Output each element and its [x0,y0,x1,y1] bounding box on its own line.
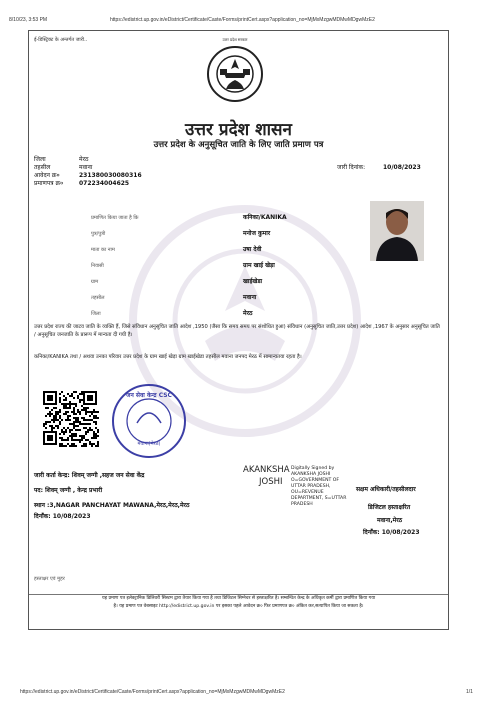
tehsil-value: मवाना [79,164,93,171]
district-label: जिला [34,156,46,163]
tehsil-detail-label: तहसील [91,295,105,301]
certificate-footer [29,594,448,611]
father-name: मनोज कुमार [243,230,271,237]
competent-authority: सक्षम अधिकारी/तहसीलदार [356,486,416,493]
verification-qr-code [43,391,99,447]
footer-line-1: यह प्रमाण पत्र इलेक्ट्रानिक डिलिवरी सिस्टम द्वारा तैयार किया गया है तथा डिजिटल सिग्नेचर से हस्ताक्षरित है। सम्बन्धित केन्द्र के अधिकृत कर्मी द्वारा प्रमाणित किया गया [101,596,376,601]
certificate-no-label: प्रमाणपत्र क्र० [34,180,64,187]
print-url[interactable]: https://edistrict.up.gov.in/eDistrict/Certificate/Caste/Forms/printCert.aspx?application_no=MjMxMzgwMDMwMDgwMzE2 [110,17,375,23]
print-timestamp: 8/10/23, 3:53 PM [9,17,48,23]
up-government-emblem-icon [206,45,264,103]
issuer-date: दिनाँक: 10/08/2023 [34,513,91,520]
applicant-name: कनिका/KANIKA [243,214,287,221]
village-label: ग्राम [91,279,99,285]
issuer-place: स्थान :3,NAGAR PANCHAYAT MAWANA,मेरठ,मेरठ,मेरठ [34,502,190,509]
residence-declaration-paragraph: कनिका/KANIKA तथा / अथवा उनका परिवार उत्तर प्रदेश के ग्राम खाई खेड़ा ग्राम खाईखेडा तहसील मवाना जनपद मेरठ में सामान्यतया रहता है। [34,354,302,360]
caste-declaration-paragraph: उत्तर प्रदेश राज्य की जाटव जाति के व्यक्ति हैं, जिसे संविधान अनुसूचित जाति आदेश ,1950 (जैसा कि समय समय पर संशोधित हुआ) संविधान (अनुसूचित जाति,उत्तर प्रदेश) आदेश ,1967 के अनुसार अनुसूचित जाति / अनुसूचित जनजाति के प्रारूप में मान्यता दी गयी है। [34,324,440,338]
certificate-subtitle: उत्तर प्रदेश के अनुसूचित जाति के लिए जाति प्रमाण पत्र [153,140,324,150]
authority-office-line2: मवाना,मेरठ [377,517,403,524]
village-value: खाईखेडा [243,278,263,285]
district-detail-label: जिला [91,311,101,317]
signature-seal-label: हस्ताक्षर एवं मुहर [34,576,65,582]
tehsil-detail-value: मवाना [243,294,257,301]
print-page-number: 1/1 [466,689,473,695]
application-no-label: आवेदन क्र० [34,172,60,179]
csc-stamp-outer-text: जन सेवा केन्द्र CSC [126,392,172,399]
issue-date-value: 10/08/2023 [383,164,421,171]
issuer-post: पद: शिवम् जग्गी , केन्द्र प्रभारी [34,487,103,494]
signer-name-line1: AKANKSHA [243,465,290,475]
certified-label: प्रमाणित किया जाता है कि [91,215,139,221]
print-footer-url[interactable]: https://edistrict.up.gov.in/eDistrict/Certificate/Caste/Forms/printCert.aspx?application_no=MjMxMzgwMDMwMDgwMzE2 [20,689,285,695]
certificate-frame [28,30,449,630]
mother-name: उषा देवी [243,246,262,253]
signer-name-line2: JOSHI [259,477,283,487]
authority-office-line1: डिजिटल हस्ताक्षरित [368,504,411,511]
digital-signature-block: Digitally Signed by AKANKSHA JOSHI O=GOVERNMENT OF UTTAR PRADESH, OU=REVENUE DEPARTMENT, S=UTTAR PRADESH [291,466,347,507]
district-detail-value: मेरठ [243,310,253,317]
resident-label: निवासी [91,263,104,269]
application-no-value: 231380030080316 [79,172,142,179]
applicant-photo [370,201,424,261]
issuing-center: जारी कर्ता केन्द्र: शिवम् जग्गी ,सहज जन सेवा केंद्र [34,472,145,479]
authority-date: दिनाँक: 10/08/2023 [363,529,420,536]
footer-line-2: है। यह प्रमाण पत्र वेबसाइट http://edistrict.up.gov.in पर इसका पहले आवेदन क्र० फिर प्रमाणपत्र क्र० अंकित कर,सत्यापित किया जा सकता है। [113,604,364,609]
certificate-no-value: 072234004625 [79,180,130,187]
e-district-note: ई-डिस्ट्रिक्ट के अन्तर्गत जारी.. [34,37,88,43]
resident-value: ग्राम खाई खेड़ा [243,262,275,269]
parent-label: पुत्र/पुत्री [91,231,106,237]
mother-label: माता का नाम [91,247,115,253]
district-value: मेरठ [79,156,89,163]
issue-date-label: जारी दिनांक: [337,164,366,171]
tehsil-label: तहसील [34,164,51,171]
certificate-title: उत्तर प्रदेश शासन [184,120,292,140]
emblem-caption: उत्तर प्रदेश सरकार [222,37,248,42]
csc-stamp-inner-text: मवाना(मेरठ) [137,441,161,447]
